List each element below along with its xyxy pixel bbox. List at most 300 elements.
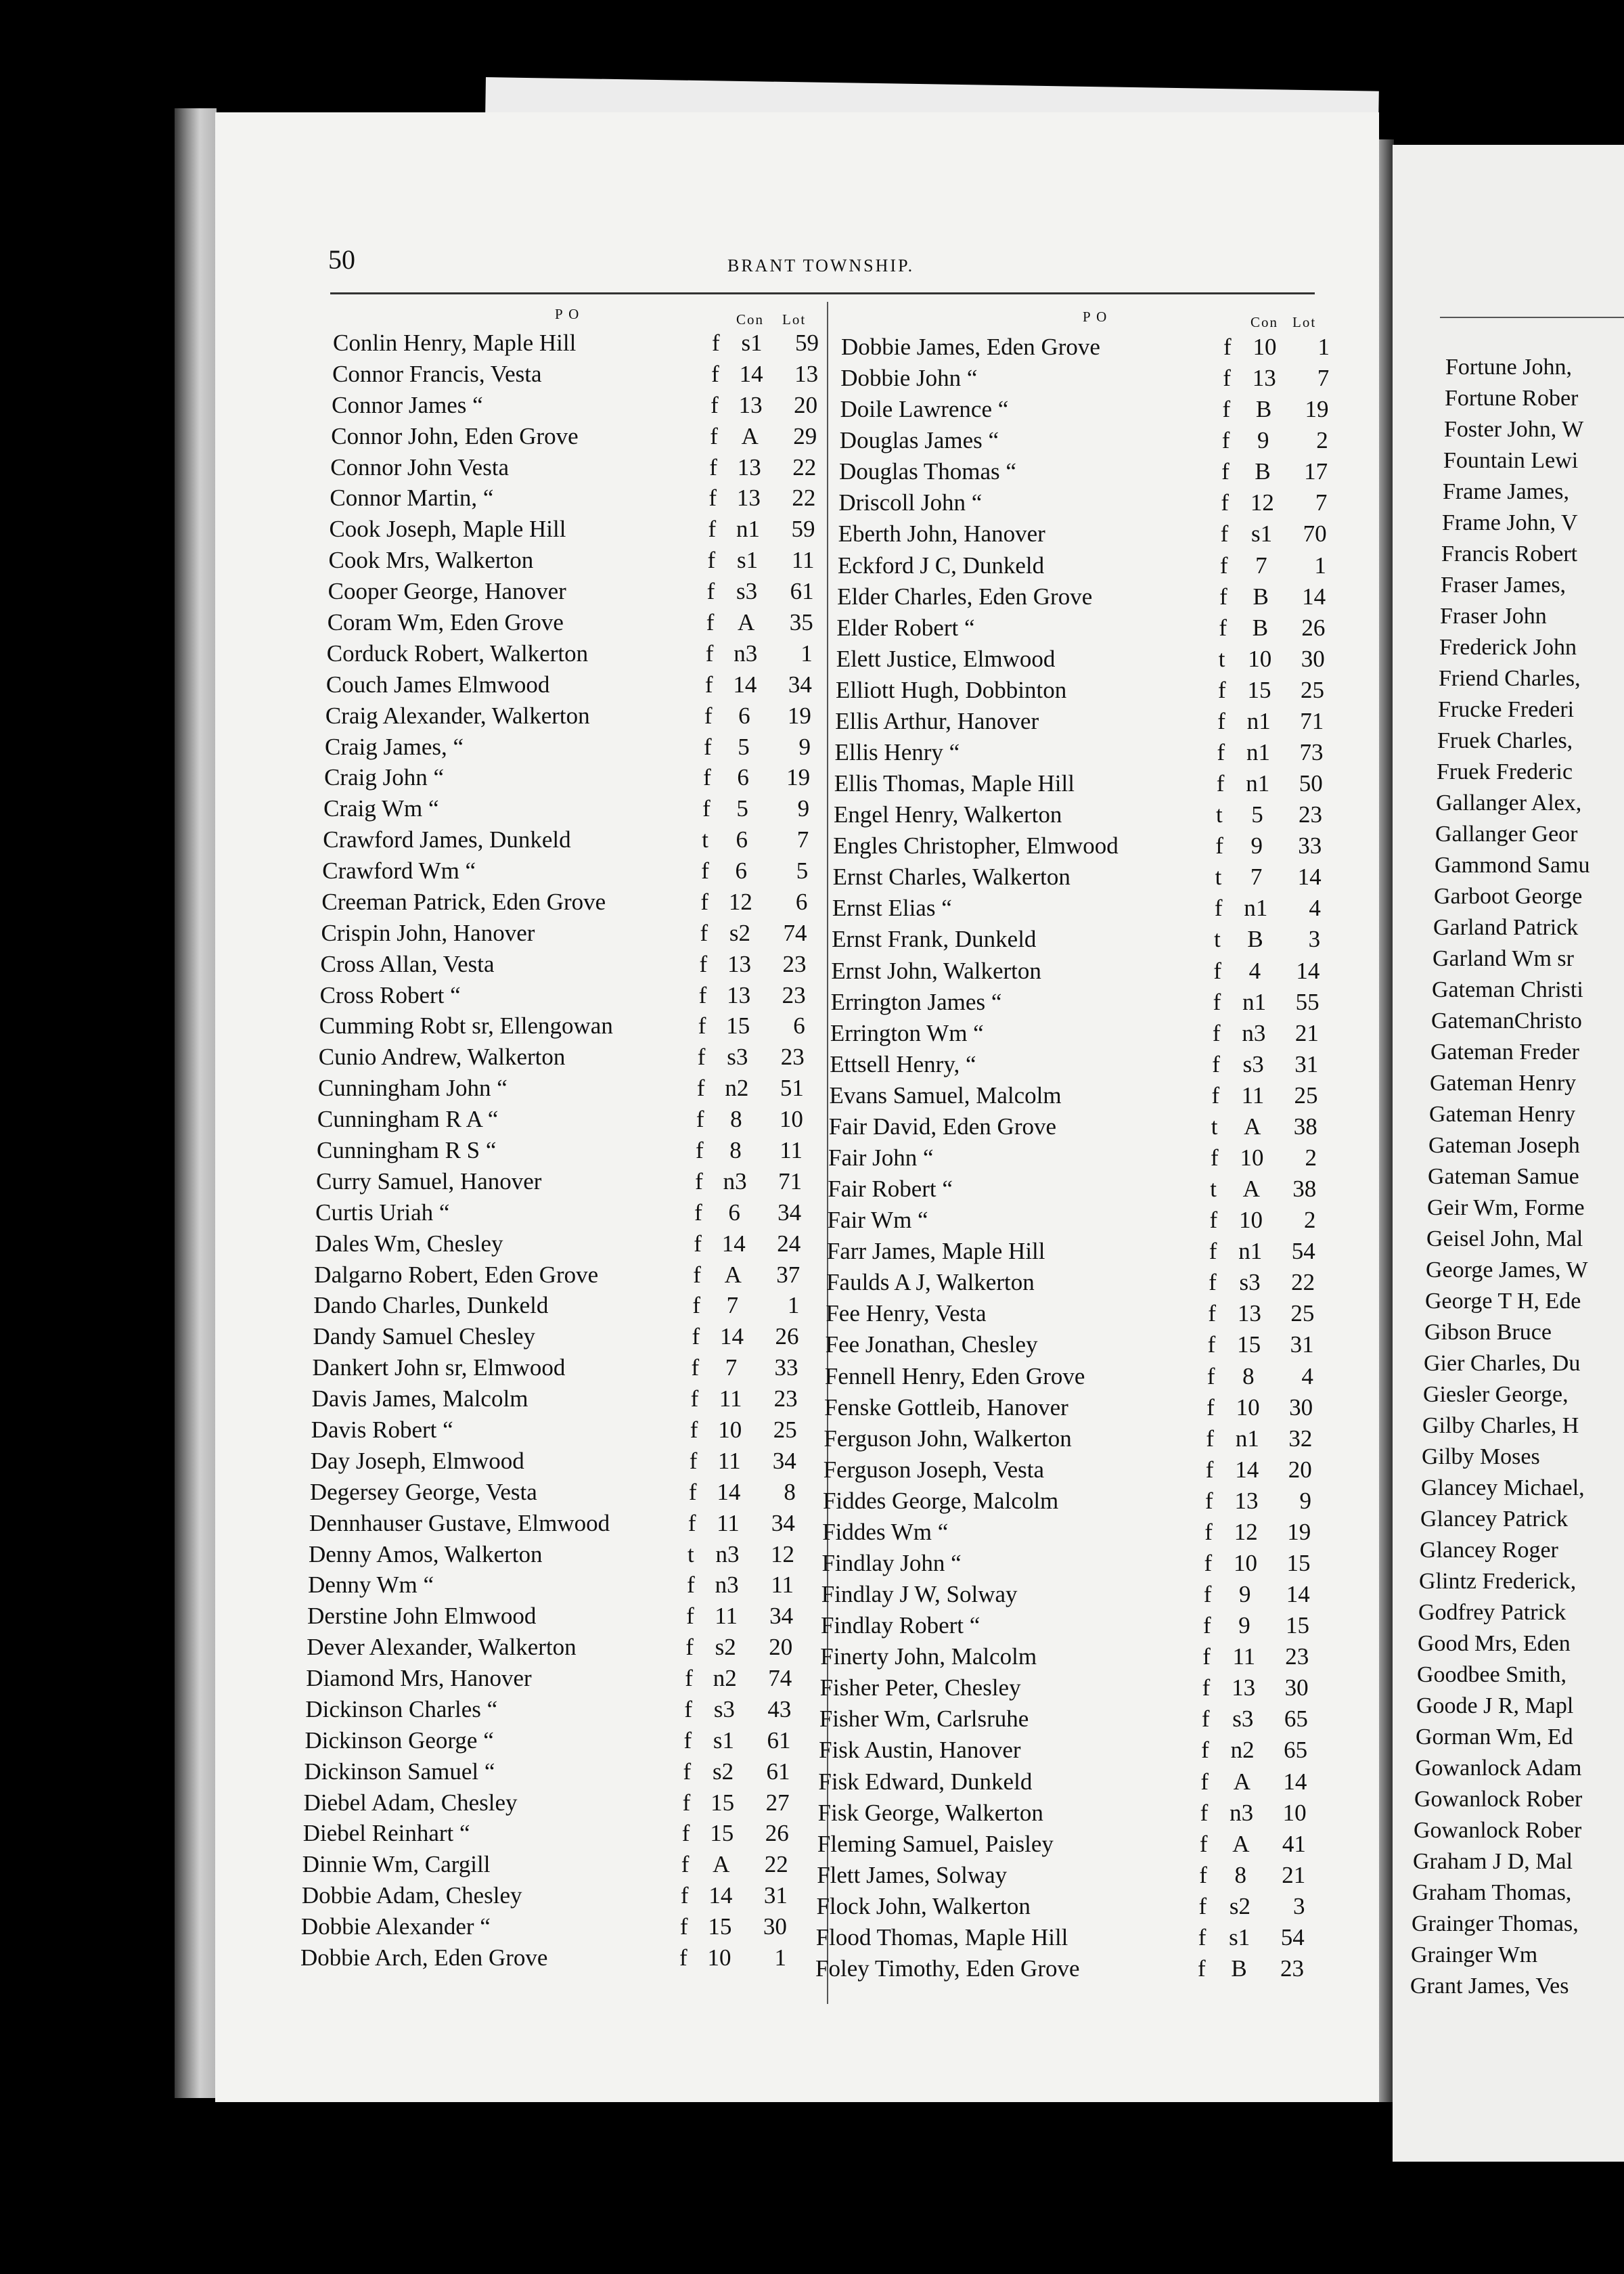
entry-con: 14	[1235, 1456, 1259, 1483]
entry-con: 6	[738, 702, 750, 729]
entry-name: Findlay John “	[821, 1550, 962, 1576]
entry-con: n1	[736, 516, 760, 543]
entry-lot: 19	[786, 764, 811, 791]
entry-type: f	[687, 1509, 696, 1536]
right-page-entry: Frederick John	[1439, 635, 1577, 660]
entry-name: Elder Robert “	[836, 614, 975, 641]
right-page-entry: Gateman Henry	[1429, 1102, 1576, 1127]
entry-type: f	[1202, 1643, 1211, 1670]
entry-type: f	[684, 1695, 693, 1722]
entry-name: Corduck Robert, Walkerton	[326, 640, 589, 667]
entry-type: f	[1211, 1082, 1220, 1109]
entry-type: f	[1211, 1144, 1219, 1171]
right-page-entry: Fortune John,	[1445, 355, 1572, 380]
right-page-entry: Goodbee Smith,	[1417, 1662, 1566, 1687]
entry-con: 13	[736, 485, 761, 512]
entry-type: f	[696, 1075, 705, 1102]
right-page-entry: Goode J R, Mapl	[1416, 1693, 1574, 1718]
entry-name: Dinnie Wm, Cargill	[302, 1851, 491, 1878]
entry-name: Cunningham John “	[317, 1075, 508, 1102]
entry-type: f	[1200, 1799, 1209, 1826]
right-page-entry: Godfrey Patrick	[1418, 1600, 1566, 1625]
entry-con: 7	[725, 1354, 738, 1381]
entry-name: Fair John “	[828, 1144, 934, 1171]
entry-type: f	[1208, 1300, 1216, 1327]
entry-con: 7	[1250, 864, 1263, 891]
entry-lot: 59	[795, 330, 819, 356]
entry-type: f	[1199, 1861, 1207, 1888]
entry-type: f	[699, 950, 708, 977]
entry-lot: 23	[782, 981, 806, 1008]
entry-type: t	[702, 826, 708, 853]
entry-type: t	[687, 1540, 694, 1567]
entry-lot: 6	[795, 888, 808, 915]
entry-name: Diebel Adam, Chesley	[303, 1789, 518, 1816]
entry-lot: 21	[1294, 1019, 1319, 1046]
entry-type: f	[711, 360, 719, 387]
entry-con: n1	[1244, 895, 1268, 922]
entry-lot: 3	[1292, 1892, 1305, 1919]
entry-name: Connor Francis, Vesta	[332, 360, 542, 387]
right-page-entry: Glintz Frederick,	[1419, 1569, 1577, 1594]
entry-lot: 25	[1300, 676, 1324, 703]
entry-con: 9	[1238, 1612, 1250, 1639]
right-page-entry: Gallanger Geor	[1435, 822, 1578, 847]
entry-lot: 25	[1290, 1300, 1315, 1327]
entry-lot: 23	[1280, 1955, 1304, 1982]
entry-lot: 71	[1300, 707, 1324, 734]
entry-name: Crispin John, Hanover	[321, 919, 535, 946]
entry-name: Dennhauser Gustave, Elmwood	[309, 1509, 610, 1536]
entry-lot: 65	[1284, 1706, 1308, 1733]
entry-lot: 24	[777, 1230, 801, 1257]
entry-lot: 15	[1286, 1612, 1310, 1639]
entry-lot: 8	[784, 1478, 796, 1505]
right-page-entry: Grainger Thomas,	[1412, 1911, 1579, 1936]
entry-con: 15	[1247, 676, 1271, 703]
entry-name: Derstine John Elmwood	[307, 1603, 537, 1630]
right-page-entry: Good Mrs, Eden	[1418, 1631, 1571, 1656]
entry-con: 11	[1232, 1643, 1256, 1670]
entry-lot: 21	[1282, 1861, 1306, 1888]
entry-type: f	[1219, 614, 1227, 641]
entry-type: f	[1198, 1892, 1207, 1919]
entry-type: t	[1218, 645, 1225, 672]
entry-name: Craig James, “	[325, 733, 464, 760]
entry-name: Evans Samuel, Malcolm	[829, 1082, 1062, 1109]
entry-name: Crawford James, Dunkeld	[323, 826, 571, 853]
entry-type: f	[707, 547, 716, 574]
entry-name: Coram Wm, Eden Grove	[327, 608, 564, 636]
entry-lot: 5	[796, 857, 809, 885]
right-page-entry: Geir Wm, Forme	[1427, 1195, 1585, 1220]
entry-lot: 35	[789, 608, 813, 636]
entry-name: Cross Allan, Vesta	[320, 950, 495, 977]
entry-type: f	[683, 1726, 692, 1754]
entry-lot: 1	[774, 1944, 786, 1971]
right-page-entry: Fruek Charles,	[1437, 728, 1573, 753]
entry-con: A	[741, 422, 759, 449]
right-page-entry: George T H, Ede	[1425, 1289, 1581, 1314]
entry-type: f	[1217, 707, 1225, 734]
entry-name: Ernst Frank, Dunkeld	[832, 926, 1037, 953]
entry-name: Elder Charles, Eden Grove	[837, 583, 1093, 610]
entry-lot: 41	[1282, 1830, 1306, 1857]
entry-lot: 1	[1317, 334, 1330, 360]
entry-con: n1	[1242, 988, 1267, 1015]
entry-con: 10	[718, 1416, 742, 1443]
entry-con: 14	[719, 1323, 744, 1350]
right-page-entry: Gammond Samu	[1435, 853, 1590, 878]
entry-con: n1	[1246, 739, 1270, 765]
entry-lot: 23	[1285, 1643, 1309, 1670]
left-con-header: Con	[736, 311, 765, 328]
book-page-edge	[175, 108, 217, 2098]
entry-name: Finerty John, Malcolm	[820, 1643, 1037, 1670]
entry-type: f	[704, 671, 713, 698]
entry-con: n2	[713, 1665, 737, 1692]
entry-lot: 11	[791, 547, 815, 574]
entry-lot: 74	[768, 1665, 792, 1692]
entry-type: f	[1213, 988, 1221, 1015]
entry-con: B	[1231, 1955, 1247, 1982]
entry-name: Ellis Henry “	[834, 739, 960, 765]
entry-type: f	[690, 1416, 698, 1443]
entry-lot: 32	[1288, 1425, 1313, 1452]
entry-con: 5	[736, 795, 748, 822]
right-page-entry: Gilby Charles, H	[1422, 1413, 1579, 1438]
entry-type: f	[1212, 1019, 1221, 1046]
entry-con: 9	[1239, 1581, 1251, 1608]
entry-type: t	[1216, 801, 1223, 828]
entry-lot: 31	[1294, 1050, 1319, 1077]
entry-type: f	[1198, 1955, 1206, 1982]
entry-lot: 9	[1299, 1487, 1311, 1514]
entry-con: 8	[730, 1106, 742, 1133]
entry-type: f	[697, 1044, 706, 1071]
entry-con: s3	[727, 1044, 748, 1071]
page-title: BRANT TOWNSHIP.	[727, 256, 915, 275]
entry-name: Curry Samuel, Hanover	[316, 1167, 542, 1195]
entry-lot: 12	[771, 1540, 794, 1567]
entry-con: n2	[725, 1075, 749, 1102]
entry-lot: 34	[772, 1447, 796, 1474]
entry-type: f	[681, 1851, 690, 1878]
entry-con: s3	[1242, 1050, 1264, 1077]
entry-con: 15	[708, 1913, 732, 1940]
entry-name: Creeman Patrick, Eden Grove	[321, 888, 606, 915]
right-page-entry: George James, W	[1426, 1257, 1588, 1283]
entry-name: Dickinson George “	[304, 1726, 494, 1754]
entry-lot: 34	[777, 1199, 802, 1226]
entry-type: f	[696, 1137, 704, 1163]
entry-type: f	[679, 1944, 687, 1971]
entry-name: Dobbie James, Eden Grove	[841, 334, 1100, 360]
entry-lot: 38	[1293, 1113, 1317, 1140]
entry-name: Faulds A J, Walkerton	[826, 1269, 1035, 1296]
entry-lot: 14	[1283, 1768, 1307, 1795]
entry-con: 11	[1241, 1082, 1265, 1109]
right-page-entry: Geisel John, Mal	[1426, 1226, 1583, 1251]
entry-type: f	[1206, 1425, 1215, 1452]
entry-con: 14	[739, 360, 763, 387]
right-page-entry: Frame James,	[1443, 479, 1569, 504]
entry-type: f	[686, 1603, 694, 1630]
entry-name: Craig Wm “	[323, 795, 439, 822]
entry-lot: 20	[769, 1634, 793, 1661]
entry-name: Dando Charles, Dunkeld	[313, 1292, 549, 1319]
entry-lot: 61	[767, 1726, 791, 1754]
entry-con: A	[738, 608, 755, 636]
entry-type: f	[680, 1882, 689, 1909]
entry-con: 12	[728, 888, 752, 915]
entry-name: Cook Joseph, Maple Hill	[329, 516, 566, 543]
entry-con: 14	[717, 1478, 741, 1505]
entry-name: Ellis Arthur, Hanover	[835, 707, 1039, 734]
entry-lot: 9	[798, 733, 811, 760]
entry-con: s2	[1229, 1892, 1251, 1919]
entry-name: Conlin Henry, Maple Hill	[333, 330, 577, 356]
entry-name: Cunningham R A “	[317, 1106, 499, 1133]
entry-name: Diebel Reinhart “	[302, 1820, 470, 1847]
right-page-entry: Gateman Freder	[1430, 1040, 1579, 1065]
right-page-entry: Fraser James,	[1441, 573, 1566, 598]
entry-type: f	[698, 981, 707, 1008]
entry-lot: 2	[1305, 1144, 1317, 1171]
entry-type: f	[696, 1106, 704, 1133]
right-page-entry: Grant James, Ves	[1410, 1974, 1569, 1999]
entry-con: n2	[1230, 1737, 1255, 1764]
entry-name: Ferguson Joseph, Vesta	[823, 1456, 1045, 1483]
entry-name: Crawford Wm “	[322, 857, 476, 885]
entry-type: f	[692, 1292, 701, 1319]
entry-name: Davis James, Malcolm	[311, 1385, 528, 1412]
entry-lot: 22	[792, 453, 817, 481]
entry-lot: 26	[1301, 614, 1326, 641]
entry-con: 13	[727, 981, 751, 1008]
entry-lot: 26	[775, 1323, 799, 1350]
right-page-entry: Gateman Joseph	[1428, 1133, 1580, 1158]
right-page-entry: Gorman Wm, Ed	[1416, 1724, 1573, 1749]
right-page-entry: Gowanlock Rober	[1414, 1787, 1583, 1812]
entry-con: s1	[1251, 520, 1273, 548]
entry-name: Engles Christopher, Elmwood	[833, 832, 1119, 860]
entry-con: 7	[726, 1292, 739, 1319]
entry-con: 10	[1239, 1207, 1263, 1234]
entry-type: f	[682, 1789, 691, 1816]
entry-con: s2	[729, 919, 751, 946]
entry-name: Dobbie Adam, Chesley	[301, 1882, 522, 1909]
entry-name: Fleming Samuel, Paisley	[817, 1830, 1054, 1857]
entry-con: 15	[710, 1820, 734, 1847]
entry-name: Ferguson John, Walkerton	[824, 1425, 1072, 1452]
entry-lot: 14	[1296, 957, 1320, 984]
entry-type: f	[691, 1354, 700, 1381]
entry-con: A	[1242, 1176, 1260, 1203]
entry-name: Farr James, Maple Hill	[826, 1238, 1045, 1265]
entry-name: Findlay J W, Solway	[821, 1581, 1018, 1608]
entry-lot: 10	[779, 1106, 803, 1133]
entry-lot: 34	[769, 1603, 794, 1630]
entry-name: Dalgarno Robert, Eden Grove	[314, 1261, 599, 1288]
entry-lot: 11	[780, 1137, 803, 1163]
entry-con: n1	[1246, 770, 1270, 797]
right-page-entry: Gateman Henry	[1430, 1071, 1577, 1096]
entry-lot: 59	[791, 516, 815, 543]
entry-name: Fee Jonathan, Chesley	[825, 1331, 1038, 1358]
entry-con: n3	[1230, 1799, 1254, 1826]
entry-type: f	[1205, 1456, 1214, 1483]
entry-con: n3	[715, 1571, 739, 1599]
entry-name: Connor John, Eden Grove	[331, 422, 579, 449]
entry-name: Driscoll John “	[838, 489, 983, 516]
entry-con: 6	[736, 826, 748, 853]
right-page-entry: Grainger Wm	[1411, 1942, 1538, 1967]
entry-lot: 1	[787, 1292, 800, 1319]
entry-lot: 19	[787, 702, 811, 729]
entry-con: s1	[713, 1726, 735, 1754]
entry-name: Flett James, Solway	[817, 1861, 1008, 1888]
entry-name: Fiddes Wm “	[822, 1518, 949, 1545]
entry-name: Ellis Thomas, Maple Hill	[834, 770, 1075, 797]
entry-con: 10	[1240, 1144, 1264, 1171]
entry-lot: 31	[763, 1882, 788, 1909]
entry-con: n1	[1246, 707, 1271, 734]
entry-name: Curtis Uriah “	[315, 1199, 450, 1226]
entry-lot: 3	[1308, 926, 1321, 953]
entry-type: f	[679, 1913, 688, 1940]
entry-name: Ernst John, Walkerton	[831, 957, 1041, 984]
entry-lot: 4	[1309, 895, 1321, 922]
entry-con: n3	[715, 1540, 740, 1567]
entry-type: f	[704, 702, 713, 729]
entry-con: A	[1244, 1113, 1261, 1140]
entry-lot: 25	[1294, 1082, 1318, 1109]
entry-name: Fair Wm “	[827, 1207, 928, 1234]
entry-type: f	[683, 1758, 692, 1785]
entry-type: f	[1202, 1674, 1211, 1701]
entry-type: f	[1200, 1768, 1209, 1795]
entry-type: f	[710, 391, 719, 418]
right-page-entry: Glancey Roger	[1420, 1538, 1558, 1563]
entry-lot: 10	[1282, 1799, 1307, 1826]
right-page-entry: Francis Robert	[1441, 541, 1578, 566]
entry-con: 11	[717, 1447, 741, 1474]
entry-con: 10	[707, 1944, 731, 1971]
entry-con: s1	[1229, 1923, 1250, 1950]
entry-lot: 22	[792, 485, 816, 512]
entry-name: Douglas Thomas “	[839, 458, 1016, 485]
entry-con: n1	[1238, 1238, 1263, 1265]
entry-con: 8	[729, 1137, 742, 1163]
entry-name: Cook Mrs, Walkerton	[328, 547, 534, 574]
right-page-entry: Friend Charles,	[1439, 666, 1581, 691]
entry-type: f	[1217, 676, 1226, 703]
entry-type: f	[1219, 583, 1227, 610]
entry-lot: 23	[780, 1044, 805, 1071]
right-page-entry: Gateman Samue	[1428, 1164, 1579, 1189]
entry-lot: 4	[1301, 1362, 1313, 1389]
entry-con: 13	[727, 950, 752, 977]
entry-con: s2	[715, 1634, 736, 1661]
right-page-entry: Gowanlock Adam	[1415, 1756, 1582, 1781]
entry-lot: 6	[793, 1012, 805, 1040]
right-page-entry: Fortune Rober	[1445, 386, 1579, 411]
middle-po-header: P O	[1083, 309, 1108, 325]
entry-con: 13	[1234, 1487, 1259, 1514]
entry-name: Fair David, Eden Grove	[828, 1113, 1057, 1140]
entry-lot: 7	[796, 826, 809, 853]
entry-type: f	[1201, 1706, 1210, 1733]
entry-lot: 31	[1290, 1331, 1314, 1358]
entry-lot: 22	[1291, 1269, 1315, 1296]
entry-type: f	[708, 485, 717, 512]
entry-con: s3	[713, 1695, 735, 1722]
entry-name: Cross Robert “	[319, 981, 461, 1008]
middle-con-header: Con	[1250, 314, 1279, 330]
entry-lot: 34	[788, 671, 812, 698]
right-page-entry: Foster John, W	[1444, 417, 1584, 442]
entry-type: f	[687, 1571, 695, 1599]
entry-con: 13	[1252, 365, 1276, 392]
entry-type: f	[1209, 1207, 1218, 1234]
entry-lot: 61	[790, 578, 814, 605]
entry-name: Denny Amos, Walkerton	[309, 1540, 543, 1567]
entry-lot: 27	[765, 1789, 790, 1816]
entry-con: 10	[1253, 334, 1277, 360]
entry-name: Foley Timothy, Eden Grove	[815, 1955, 1080, 1982]
entry-name: Flood Thomas, Maple Hill	[815, 1923, 1068, 1950]
entry-name: Craig John “	[324, 764, 444, 791]
right-page-entry: Garboot George	[1434, 884, 1583, 909]
entry-lot: 43	[767, 1695, 792, 1722]
entry-type: t	[1210, 1176, 1217, 1203]
entry-lot: 33	[774, 1354, 798, 1381]
entry-lot: 30	[1284, 1674, 1309, 1701]
entry-type: f	[694, 1230, 702, 1257]
entry-con: 4	[1248, 957, 1261, 984]
entry-type: f	[1198, 1923, 1206, 1950]
entry-name: Ettsell Henry, “	[830, 1050, 976, 1077]
entry-name: Fisher Peter, Chesley	[819, 1674, 1021, 1701]
entry-type: f	[692, 1323, 700, 1350]
entry-type: f	[705, 640, 714, 667]
entry-lot: 74	[783, 919, 807, 946]
entry-lot: 55	[1295, 988, 1320, 1015]
entry-type: f	[1207, 1331, 1216, 1358]
entry-con: 12	[1234, 1518, 1258, 1545]
right-page-entry: Fountain Lewi	[1443, 448, 1579, 473]
entry-type: f	[1209, 1269, 1217, 1296]
entry-type: f	[1214, 895, 1223, 922]
entry-con: 10	[1236, 1394, 1260, 1421]
entry-lot: 54	[1291, 1238, 1315, 1265]
right-page-entry: Gateman Christi	[1432, 977, 1583, 1002]
right-page-entry: Gallanger Alex,	[1436, 790, 1582, 816]
entry-name: Errington Wm “	[830, 1019, 984, 1046]
entry-lot: 50	[1299, 770, 1323, 797]
entry-name: Cumming Robt sr, Ellengowan	[319, 1012, 613, 1040]
right-page-entry: Glancey Michael,	[1421, 1475, 1585, 1500]
entry-type: f	[695, 1167, 703, 1195]
entry-name: Fee Henry, Vesta	[826, 1300, 987, 1327]
entry-type: f	[1223, 365, 1231, 392]
entry-type: f	[681, 1820, 690, 1847]
entry-name: Couch James Elmwood	[325, 671, 550, 698]
entry-con: B	[1253, 583, 1269, 610]
entry-con: A	[724, 1261, 742, 1288]
entry-type: f	[1219, 552, 1228, 579]
